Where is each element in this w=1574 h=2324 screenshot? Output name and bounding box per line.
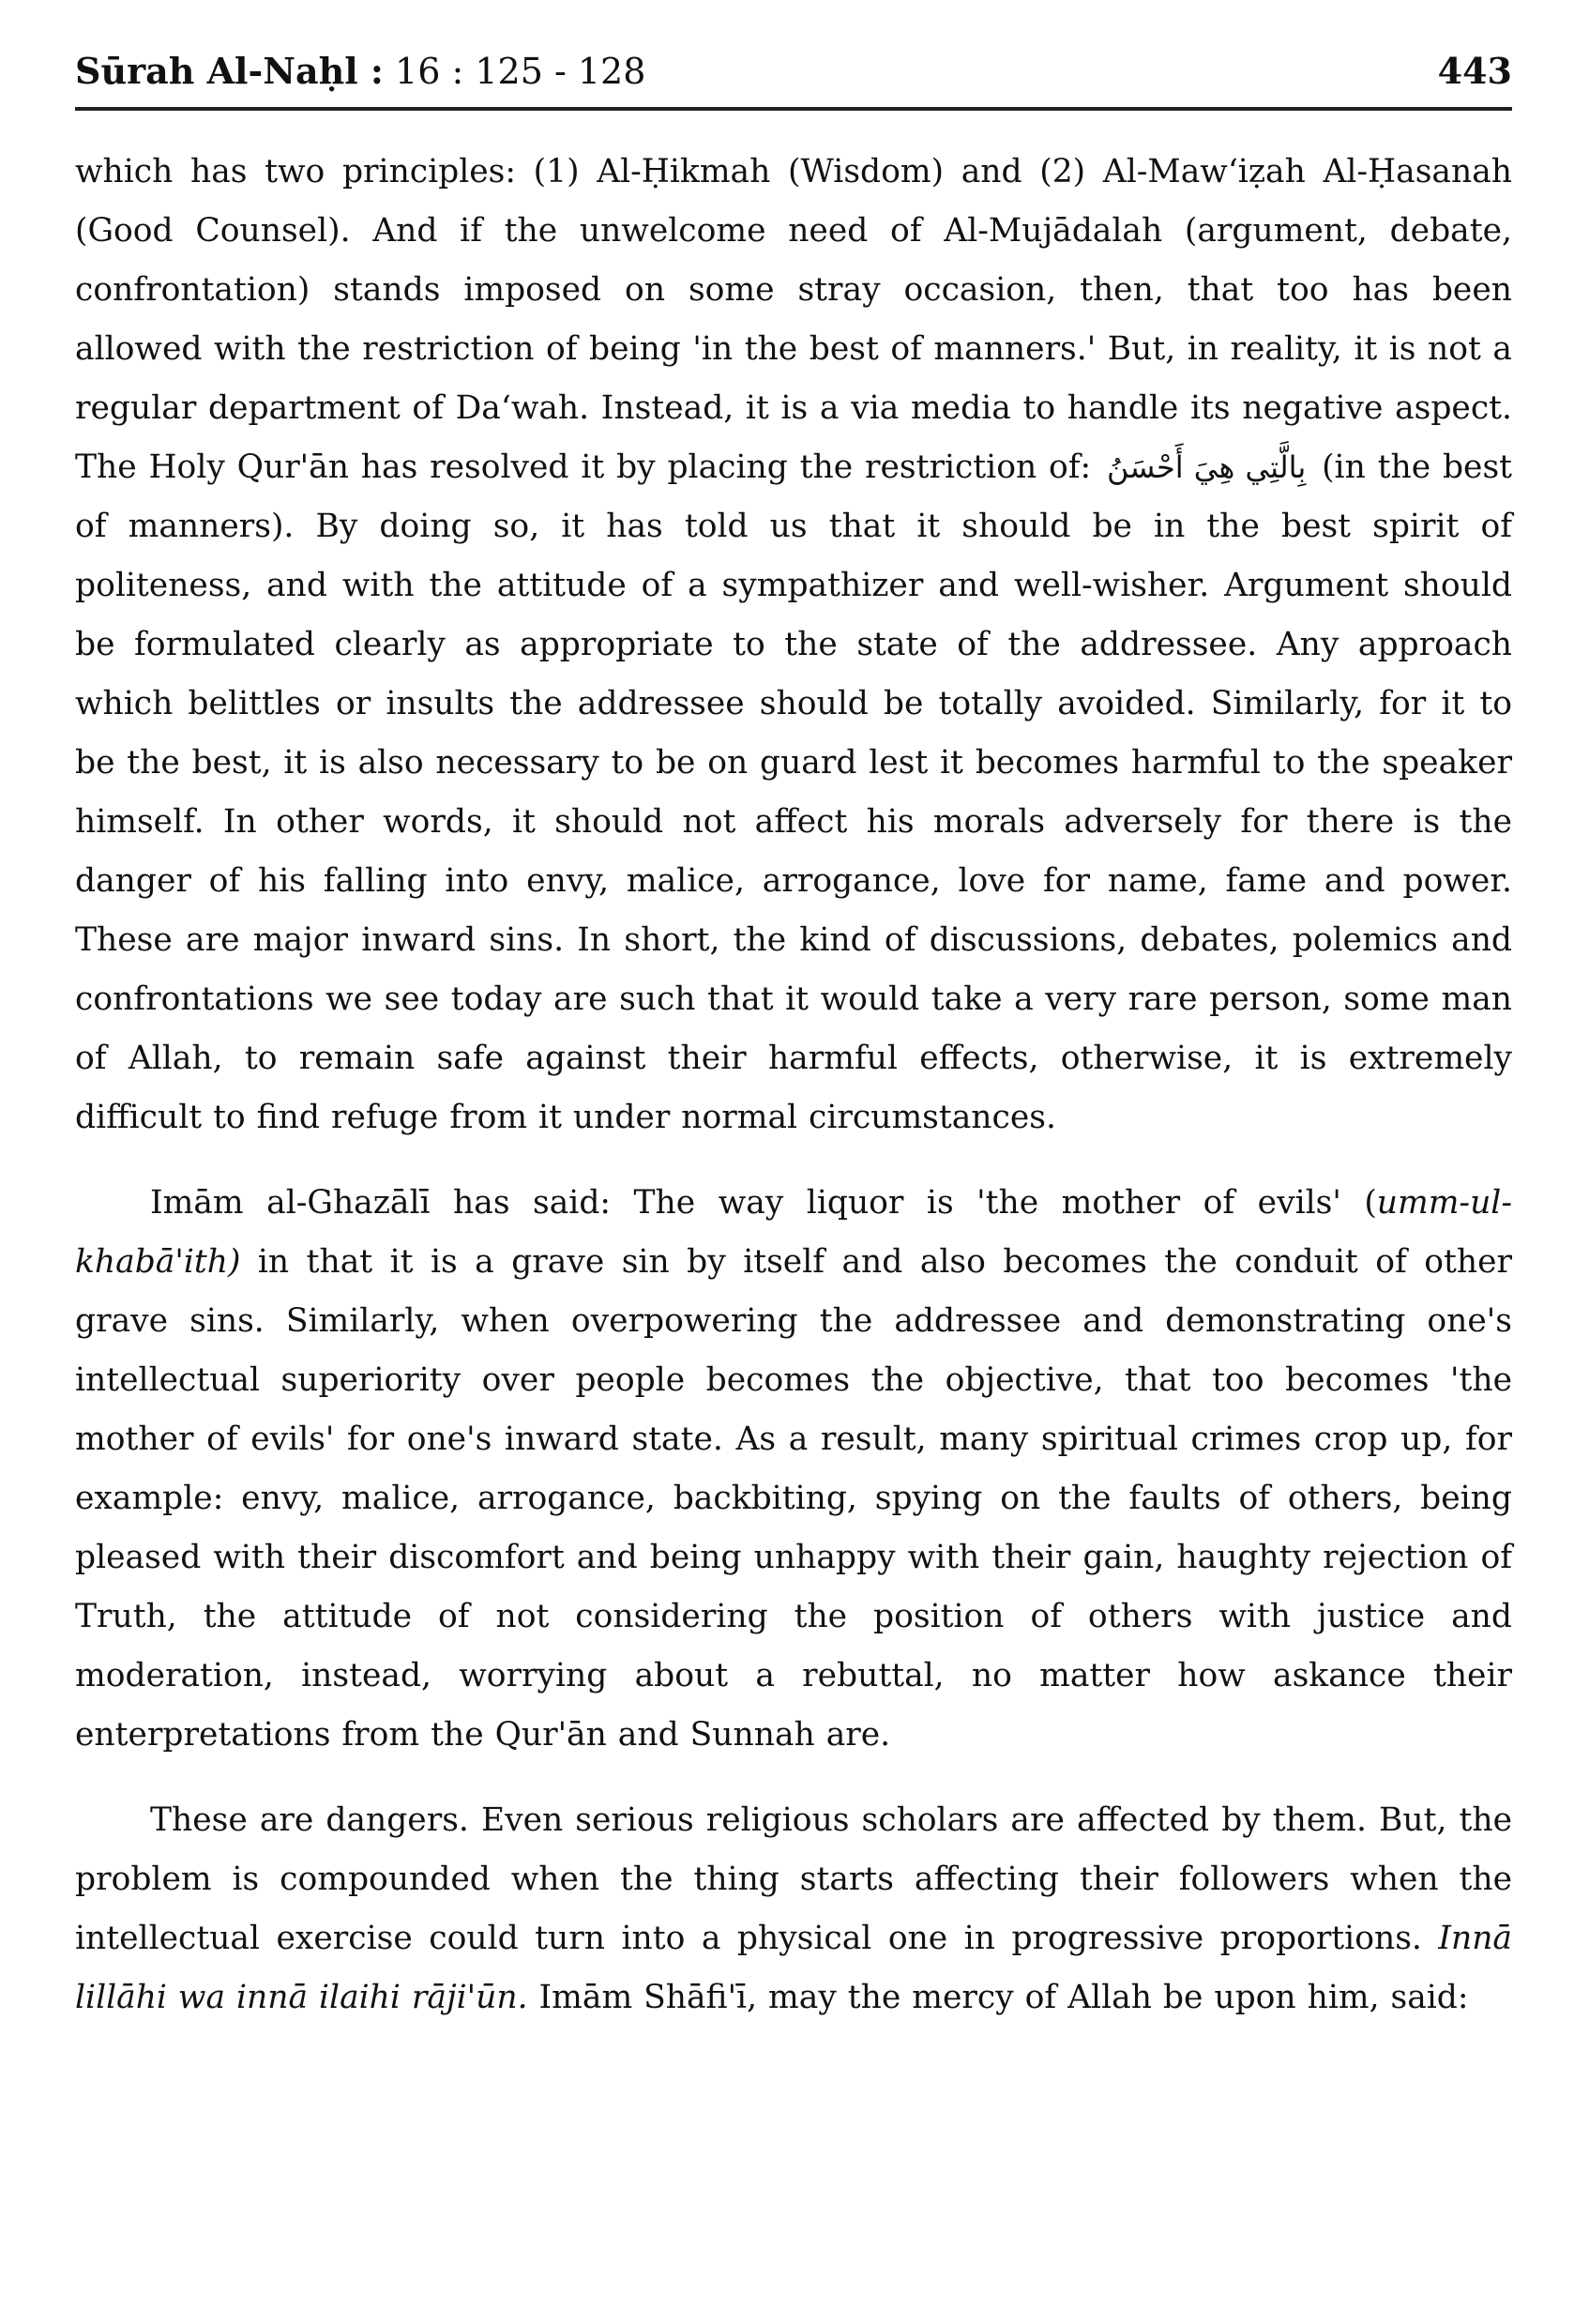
surah-reference bbox=[75, 49, 645, 94]
paragraph-3-text-b: Imām Shāfi'ī, may the mercy of Allah be upon him, said: bbox=[527, 1979, 1469, 2016]
paragraph-2-text-a: Imām al-Ghazālī has said: The way liquor is 'the mother of evils' ( bbox=[150, 1184, 1377, 1222]
running-header bbox=[75, 43, 1512, 107]
paragraph-1-text-a: which has two principles: (1) Al-Ḥikmah (Wisdom) and (2) Al-Maw‘iẓah Al-Ḥasanah (Good Counsel). And if the unwelcome need of Al-Mujādalah (argument, debate, confrontation) stands imposed on some stray occasion, then, that too has been allowed with the restriction of being 'in the best of manners.' But, in reality, it is not a regular department of Da‘wah. Instead, it is a via media to handle its negative aspect. The Holy Qur'ān has resolved it by placing the restriction of: bbox=[75, 153, 1512, 486]
body-text bbox=[75, 143, 1512, 2028]
surah-title: Sūrah Al-Naḥl : bbox=[75, 50, 384, 92]
paragraph-3 bbox=[75, 1791, 1512, 2028]
paragraph-3-text-a: These are dangers. Even serious religious scholars are affected by them. But, the problem is compounded when the thing starts affecting their followers when the intellectual exercise could turn into a physical one in progressive proportions. bbox=[75, 1801, 1512, 1957]
book-page bbox=[75, 43, 1512, 2028]
page-number: 443 bbox=[1437, 50, 1512, 92]
arabic-phrase: بِالَّتِي هِيَ أَحْسَنُ bbox=[1107, 449, 1307, 485]
paragraph-3-italic: Innā lillāhi wa innā ilaihi rāji'ūn. bbox=[75, 1920, 1512, 2016]
paragraph-2-italic: umm-ul-khabā'ith) bbox=[75, 1184, 1512, 1281]
paragraph-1 bbox=[75, 143, 1512, 1147]
paragraph-2 bbox=[75, 1174, 1512, 1765]
paragraph-1-text-b: (in the best of manners). By doing so, it has told us that it should be in the best spirit of politeness, and with the attitude of a sympathizer and well-wisher. Argument should be formulated clearly as appropriate to the state of the addressee. Any approach which belittles or insults the addressee should be totally avoided. Similarly, for it to be the best, it is also necessary to be on guard lest it becomes harmful to the speaker himself. In other words, it should not affect his morals adversely for there is the danger of his falling into envy, malice, arrogance, love for name, fame and power. These are major inward sins. In short, the kind of discussions, debates, polemics and confrontations we see today are such that it would take a very rare person, some man of Allah, to remain safe against their harmful effects, otherwise, it is extremely difficult to find refuge from it under normal circumstances. bbox=[75, 448, 1513, 1136]
header-rule bbox=[75, 107, 1512, 111]
verse-range: 16 : 125 - 128 bbox=[395, 51, 646, 92]
paragraph-2-text-b: in that it is a grave sin by itself and also becomes the conduit of other grave sins. Similarly, when overpowering the addressee and demonstrating one's intellectual superiority over people becomes the objective, that too becomes 'the mother of evils' for one's inward state. As a result, many spiritual crimes crop up, for example: envy, malice, arrogance, backbiting, spying on the faults of others, being pleased with their discomfort and being unhappy with their gain, haughty rejection of Truth, the attitude of not considering the position of others with justice and moderation, instead, worrying about a rebuttal, no matter how askance their enterpretations from the Qur'ān and Sunnah are. bbox=[75, 1243, 1512, 1754]
